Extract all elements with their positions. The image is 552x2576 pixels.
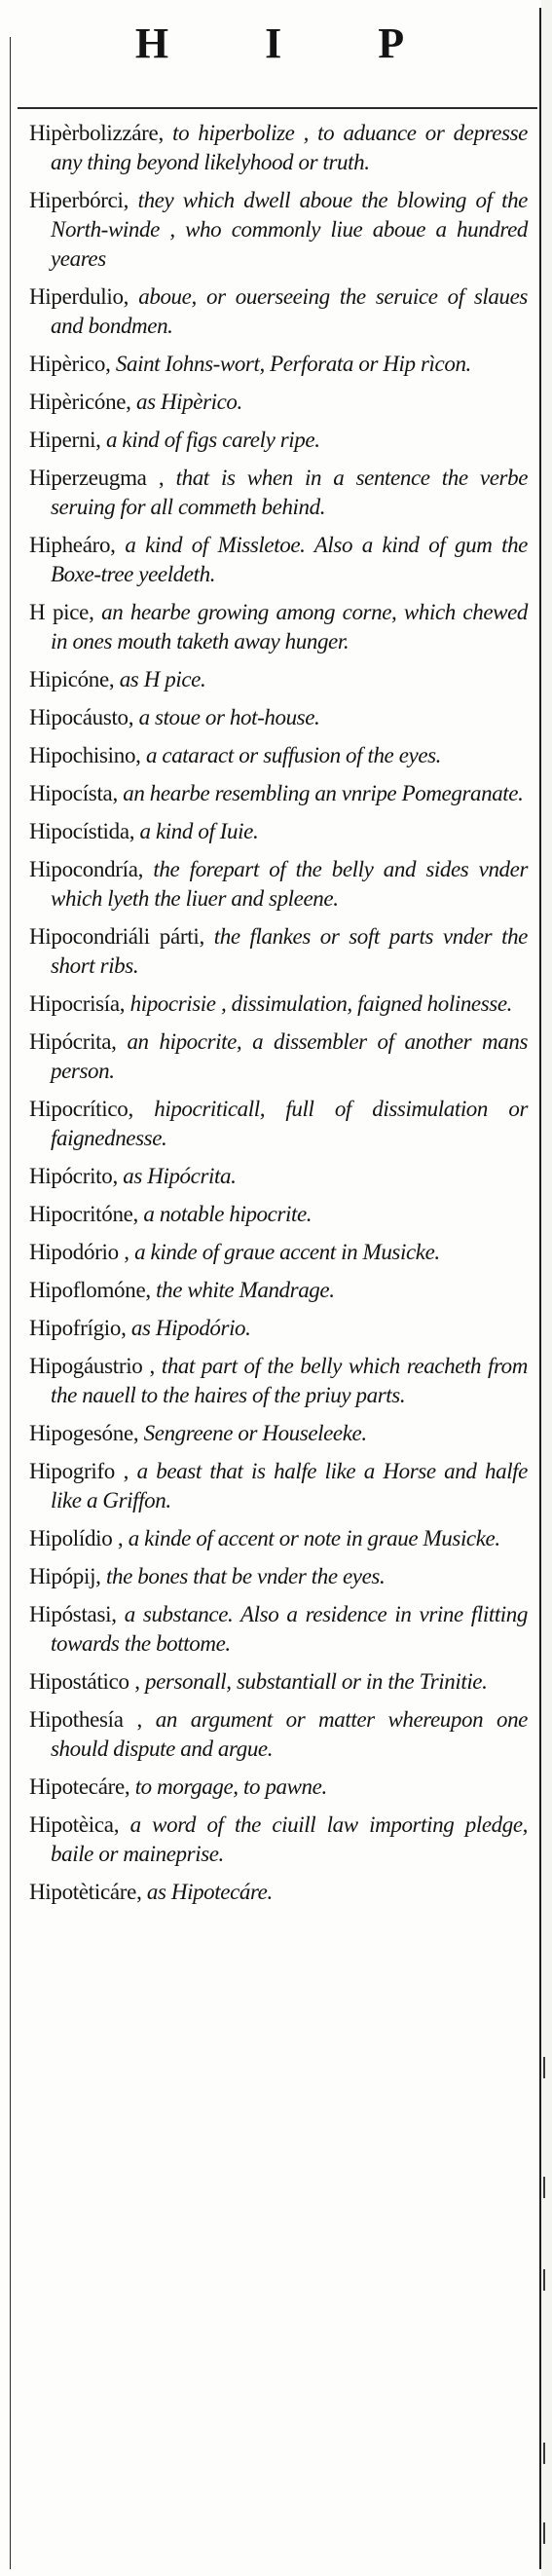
adjacent-column-fragment bbox=[543, 2177, 551, 2198]
entry-definition: an hearbe growing among corne, which chewed in ones mouth taketh away hunger. bbox=[51, 600, 528, 653]
entry-definition: as Hipócrita. bbox=[117, 1164, 237, 1188]
entry-headword: Hiperdulio, bbox=[29, 284, 129, 309]
header-rule bbox=[18, 107, 537, 109]
dictionary-entry bbox=[29, 426, 528, 455]
column-rule bbox=[539, 8, 541, 2569]
dictionary-entry bbox=[29, 741, 528, 770]
entry-definition: a kinde of graue accent in Musicke. bbox=[129, 1240, 440, 1264]
dictionary-entry bbox=[29, 1773, 528, 1802]
entry-definition: an hearbe resembling an vnripe Pomegranate. bbox=[117, 781, 524, 805]
dictionary-entry bbox=[29, 1667, 528, 1697]
dictionary-entry bbox=[29, 1705, 528, 1764]
entry-definition: Sengreene or Houseleeke. bbox=[138, 1421, 367, 1445]
entry-definition: that is when in a sentence the verbe seruing for all commeth behind. bbox=[51, 466, 528, 519]
entry-definition: a kinde of accent or note in graue Musicke. bbox=[123, 1526, 500, 1550]
adjacent-column-fragment bbox=[543, 2057, 551, 2078]
dictionary-entry bbox=[29, 1027, 528, 1086]
dictionary-entry bbox=[29, 817, 528, 846]
entry-headword: Hipocondriáli párti, bbox=[29, 924, 204, 949]
entry-definition: a stoue or hot-house. bbox=[133, 705, 320, 729]
dictionary-entry bbox=[29, 350, 528, 379]
entry-headword: Hipocrisía, bbox=[29, 991, 126, 1016]
entry-definition: an hipocrite, a dissembler of another mans person. bbox=[51, 1029, 528, 1083]
entry-headword: Hipocondría, bbox=[29, 857, 144, 881]
entry-definition: that part of the belly which reacheth from the nauell to the haires of the priuy parts. bbox=[51, 1354, 528, 1407]
entry-headword: Hipostático , bbox=[29, 1669, 140, 1694]
dictionary-entry bbox=[29, 1878, 528, 1907]
entry-headword: Hipoflomóne, bbox=[29, 1278, 151, 1302]
entry-headword: Hipocístida, bbox=[29, 819, 135, 843]
adjacent-column-fragment bbox=[543, 2269, 551, 2291]
entry-definition: the flankes or soft parts vnder the short ribs. bbox=[51, 924, 528, 978]
entry-headword: Hipópij, bbox=[29, 1564, 101, 1588]
dictionary-entry bbox=[29, 598, 528, 656]
dictionary-entry bbox=[29, 779, 528, 808]
dictionary-entry bbox=[29, 186, 528, 274]
dictionary-entry bbox=[29, 1352, 528, 1410]
entry-definition: to hiperbolize , to aduance or depresse any thing beyond likelyhood or truth. bbox=[51, 121, 528, 174]
entry-headword: Hipodório , bbox=[29, 1240, 129, 1264]
dictionary-entry bbox=[29, 1095, 528, 1153]
entry-definition: a word of the ciuill law importing pledge, baile or maineprise. bbox=[51, 1812, 528, 1866]
entry-definition: Saint Iohns-wort, Perforata or Hip rìcon. bbox=[110, 352, 471, 376]
entry-definition: an argument or matter whereupon one should dispute and argue. bbox=[51, 1707, 528, 1761]
entry-definition: a kind of figs carely ripe. bbox=[100, 428, 320, 452]
entry-headword: Hipolídio , bbox=[29, 1526, 124, 1550]
dictionary-entry bbox=[29, 1600, 528, 1659]
dictionary-entry bbox=[29, 989, 528, 1019]
entry-list bbox=[29, 119, 528, 1916]
dictionary-entry bbox=[29, 1524, 528, 1553]
entry-headword: Hipócrita, bbox=[29, 1029, 117, 1054]
dictionary-entry bbox=[29, 1314, 528, 1343]
entry-definition: a notable hipocrite. bbox=[138, 1202, 313, 1226]
entry-definition: hipocrisie , dissimulation, faigned holinesse. bbox=[125, 991, 513, 1016]
dictionary-entry bbox=[29, 703, 528, 732]
entry-definition: aboue, or ouerseeing the seruice of slaues and bondmen. bbox=[51, 284, 528, 338]
dictionary-entry bbox=[29, 388, 528, 417]
entry-definition: hipocriticall, full of dissimulation or faignednesse. bbox=[51, 1097, 528, 1150]
entry-headword: Hipèrbolizzáre, bbox=[29, 121, 164, 145]
entry-headword: Hipogáustrio , bbox=[29, 1354, 155, 1378]
entry-headword: Hipocritóne, bbox=[29, 1202, 139, 1226]
entry-definition: the bones that be vnder the eyes. bbox=[100, 1564, 386, 1588]
dictionary-entry bbox=[29, 1200, 528, 1229]
dictionary-entry bbox=[29, 464, 528, 522]
entry-definition: personall, substantiall or in the Trinitie. bbox=[139, 1669, 488, 1694]
entry-headword: Hipèricóne, bbox=[29, 390, 131, 414]
entry-definition: a beast that is halfe like a Horse and halfe like a Griffon. bbox=[51, 1459, 528, 1512]
entry-definition: the white Mandrage. bbox=[150, 1278, 335, 1302]
left-margin-rule bbox=[10, 37, 11, 2569]
entry-headword: Hipogrifo , bbox=[29, 1459, 129, 1483]
dictionary-entry bbox=[29, 531, 528, 589]
adjacent-column-fragment bbox=[543, 2522, 551, 2544]
entry-headword: Hipicóne, bbox=[29, 667, 115, 691]
dictionary-entry bbox=[29, 1238, 528, 1267]
entry-headword: Hipotèica, bbox=[29, 1812, 120, 1837]
entry-headword: Hiperbórci, bbox=[29, 188, 129, 212]
entry-definition: as Hipotecáre. bbox=[141, 1880, 273, 1904]
entry-definition: as Hipèrico. bbox=[130, 390, 242, 414]
entry-headword: Hipheáro, bbox=[29, 533, 116, 557]
running-head: H I P bbox=[134, 19, 448, 67]
entry-headword: Hipocáusto, bbox=[29, 705, 134, 729]
entry-definition: as H pice. bbox=[114, 667, 206, 691]
dictionary-entry bbox=[29, 1276, 528, 1305]
entry-headword: Hipotecáre, bbox=[29, 1774, 130, 1799]
entry-headword: Hipochisino, bbox=[29, 743, 141, 767]
dictionary-entry bbox=[29, 1562, 528, 1591]
dictionary-entry bbox=[29, 282, 528, 341]
entry-definition: a cataract or suffusion of the eyes. bbox=[140, 743, 442, 767]
entry-headword: Hipotèticáre, bbox=[29, 1880, 142, 1904]
dictionary-entry bbox=[29, 665, 528, 694]
entry-headword: Hipothesía , bbox=[29, 1707, 142, 1732]
dictionary-entry bbox=[29, 1162, 528, 1191]
entry-definition: a substance. Also a residence in vrine flitting towards the bottome. bbox=[51, 1602, 528, 1656]
entry-headword: Hipócrito, bbox=[29, 1164, 118, 1188]
entry-definition: to morgage, to pawne. bbox=[129, 1774, 327, 1799]
dictionary-entry bbox=[29, 119, 528, 177]
entry-headword: Hipocísta, bbox=[29, 781, 118, 805]
dictionary-entry bbox=[29, 855, 528, 914]
entry-definition: as Hipodório. bbox=[126, 1316, 251, 1340]
entry-definition: they which dwell aboue the blowing of the North-winde , who commonly liue aboue a hundred yeares bbox=[51, 188, 528, 271]
entry-headword: Hipocrítico, bbox=[29, 1097, 133, 1121]
dictionary-entry bbox=[29, 1419, 528, 1448]
entry-headword: Hipèrico, bbox=[29, 352, 111, 376]
entry-definition: a kind of Iuie. bbox=[134, 819, 259, 843]
dictionary-entry bbox=[29, 922, 528, 981]
entry-headword: Hiperni, bbox=[29, 428, 101, 452]
entry-headword: Hipóstasi, bbox=[29, 1602, 117, 1626]
adjacent-column-fragment bbox=[543, 2443, 551, 2464]
entry-definition: a kind of Missletoe. Also a kind of gum the Boxe-tree yeeldeth. bbox=[51, 533, 528, 586]
entry-headword: Hipofrígio, bbox=[29, 1316, 127, 1340]
entry-headword: Hiperzeugma , bbox=[29, 466, 165, 490]
entry-headword: Hipogesóne, bbox=[29, 1421, 139, 1445]
entry-definition: the forepart of the belly and sides vnder which lyeth the liuer and spleene. bbox=[51, 857, 528, 911]
dictionary-entry bbox=[29, 1811, 528, 1869]
dictionary-entry bbox=[29, 1457, 528, 1515]
entry-headword: H pice, bbox=[29, 600, 94, 624]
